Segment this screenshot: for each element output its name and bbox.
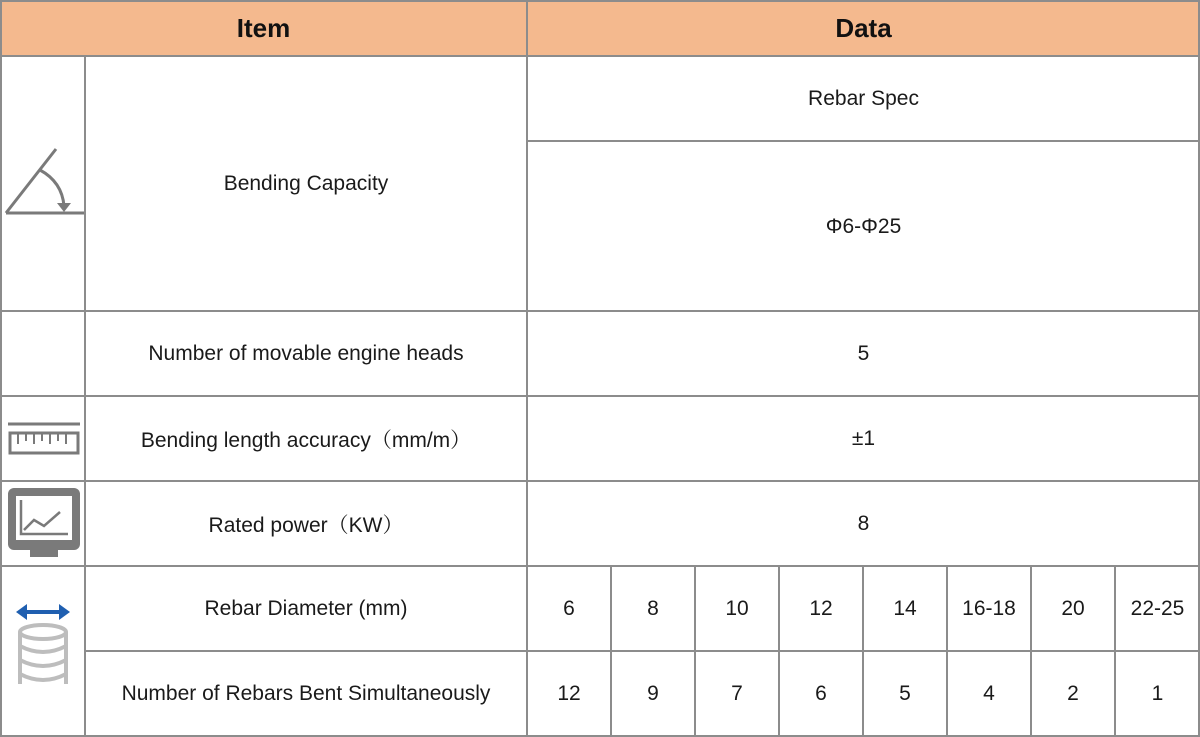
simultaneous-value: 6 (815, 682, 827, 705)
simultaneous-value: 4 (983, 682, 995, 705)
rebar-spec-subheader: Rebar Spec (808, 87, 919, 110)
simultaneous-label: Number of Rebars Bent Simultaneously (121, 682, 491, 705)
accuracy-label: Bending length accuracy（mm/m） (140, 428, 472, 452)
diameter-value: 10 (725, 596, 749, 620)
simultaneous-value: 5 (899, 682, 911, 705)
rebar-spec-value: Φ6-Φ25 (825, 214, 902, 238)
grid-line (1114, 566, 1116, 737)
diameter-value: 8 (647, 596, 659, 620)
grid-line (0, 0, 2, 737)
diameter-value: 22-25 (1130, 596, 1185, 620)
engine-heads-value: 5 (857, 341, 870, 365)
grid-line (610, 566, 612, 737)
grid-line (1030, 566, 1032, 737)
grid-line (526, 0, 528, 737)
grid-line (0, 55, 1200, 57)
grid-line (0, 480, 1200, 482)
simultaneous-value: 2 (1067, 682, 1079, 705)
simultaneous-value: 9 (647, 682, 659, 705)
simultaneous-value: 7 (731, 682, 743, 705)
diameter-value: 6 (563, 596, 575, 620)
diameter-label: Rebar Diameter (mm) (204, 596, 408, 620)
grid-line (527, 140, 1200, 142)
power-value: 8 (857, 511, 870, 535)
header-item: Item (0, 0, 527, 56)
grid-line (85, 650, 1200, 652)
diameter-value: 14 (893, 596, 917, 620)
simultaneous-value: 1 (1151, 682, 1164, 705)
grid-line (0, 0, 1200, 2)
grid-line (778, 566, 780, 737)
grid-line (0, 565, 1200, 567)
grid-line (84, 56, 86, 737)
diameter-value: 16-18 (962, 596, 1016, 620)
header-data: Data (527, 0, 1200, 56)
grid-line (862, 566, 864, 737)
grid-line (946, 566, 948, 737)
bending-capacity-label: Bending Capacity (223, 171, 389, 195)
diameter-value: 20 (1061, 596, 1085, 620)
grid-line (694, 566, 696, 737)
power-label: Rated power（KW） (208, 513, 404, 537)
angle-icon (2, 140, 84, 222)
engine-heads-label: Number of movable engine heads (148, 341, 464, 365)
accuracy-value: ±1 (851, 426, 876, 450)
monitor-chart-icon (6, 486, 82, 558)
diameter-value: 12 (809, 596, 833, 620)
grid-line (0, 310, 1200, 312)
rebar-coil-icon (14, 600, 72, 692)
simultaneous-value: 12 (557, 682, 581, 705)
grid-line (0, 395, 1200, 397)
ruler-icon (6, 420, 82, 458)
